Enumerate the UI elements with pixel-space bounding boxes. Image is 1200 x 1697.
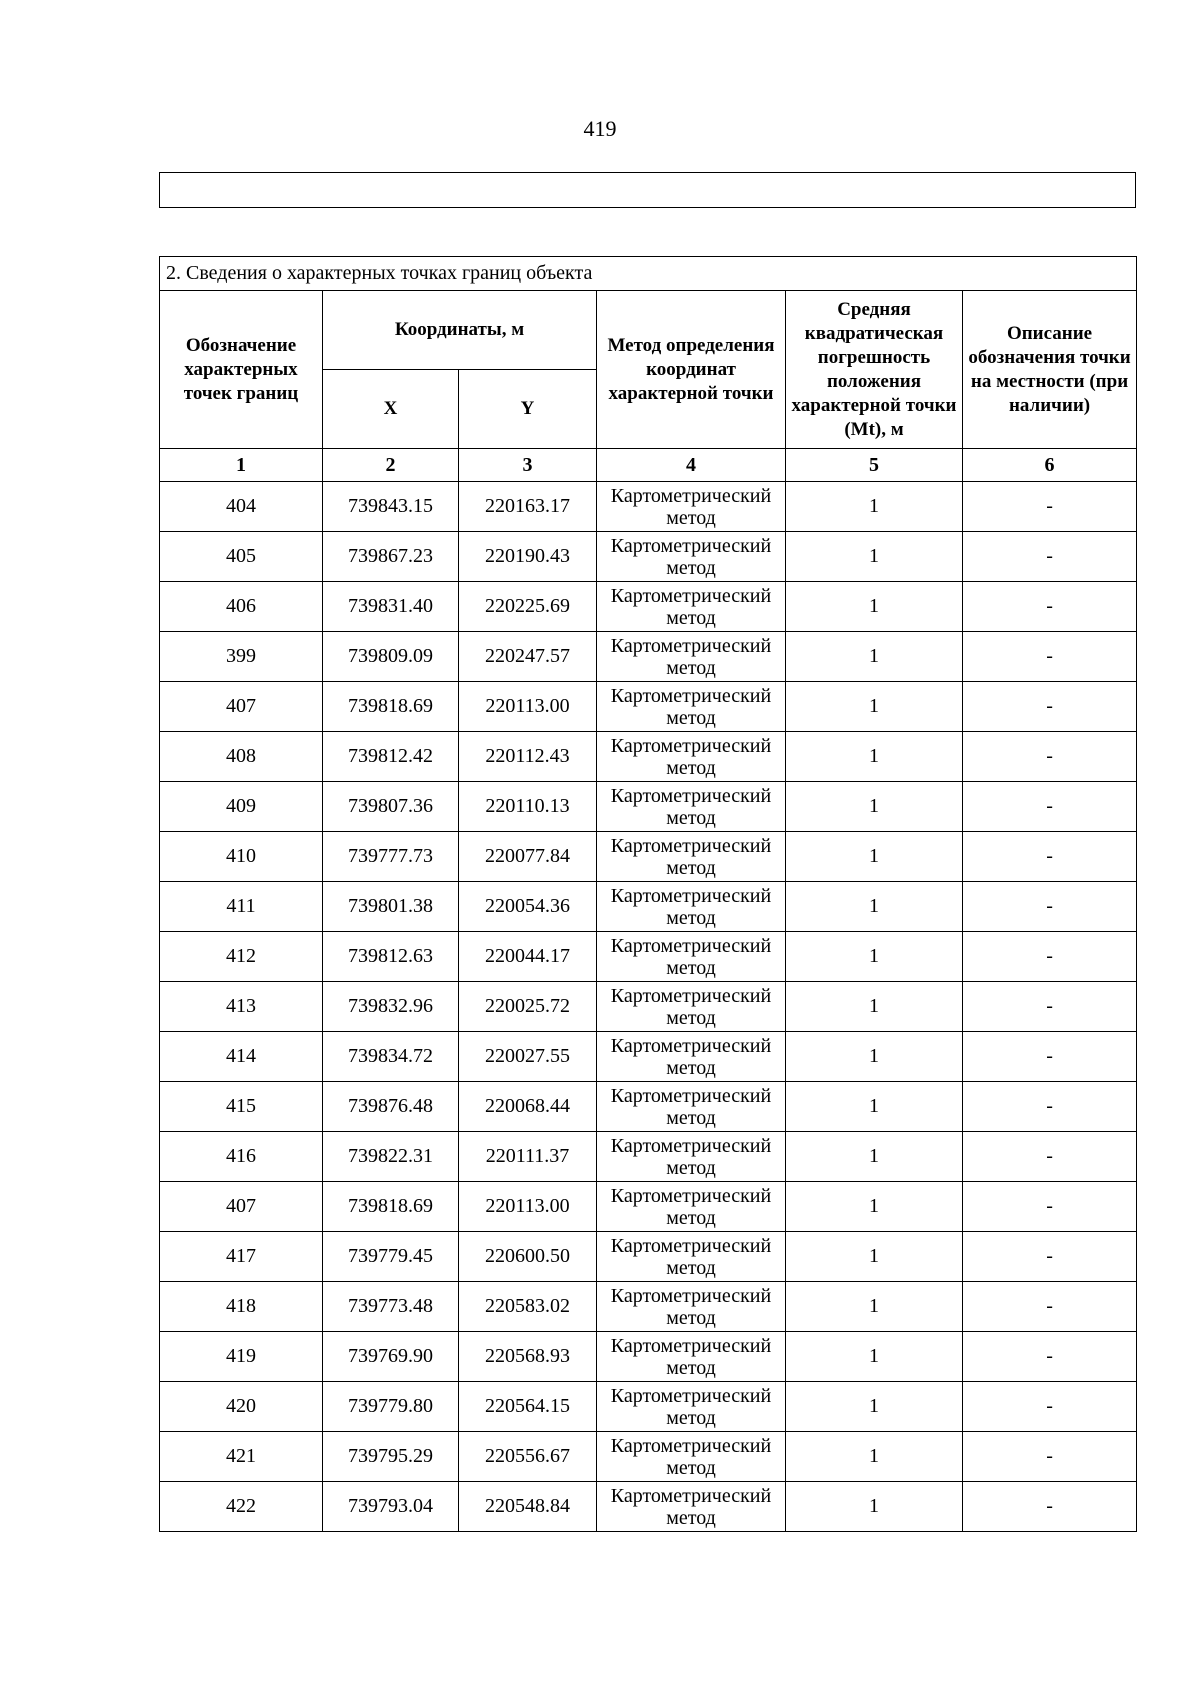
cell-error: 1 [786, 1082, 963, 1132]
table-row [160, 982, 1137, 1032]
cell-x: 739843.15 [323, 482, 459, 532]
cell-y: 220583.02 [459, 1282, 597, 1332]
table-row [160, 632, 1137, 682]
cell-point: 420 [160, 1382, 323, 1432]
cell-point: 408 [160, 732, 323, 782]
column-number: 4 [597, 449, 786, 482]
cell-description: - [963, 982, 1137, 1032]
cell-description: - [963, 732, 1137, 782]
cell-description: - [963, 832, 1137, 882]
cell-y: 220054.36 [459, 882, 597, 932]
cell-y: 220113.00 [459, 1182, 597, 1232]
cell-error: 1 [786, 1332, 963, 1382]
cell-method: Картометрический метод [597, 1332, 786, 1382]
cell-method: Картометрический метод [597, 532, 786, 582]
cell-x: 739812.42 [323, 732, 459, 782]
cell-method: Картометрический метод [597, 1232, 786, 1282]
cell-error: 1 [786, 1032, 963, 1082]
cell-error: 1 [786, 832, 963, 882]
cell-point: 419 [160, 1332, 323, 1382]
column-number: 3 [459, 449, 597, 482]
cell-error: 1 [786, 582, 963, 632]
cell-point: 405 [160, 532, 323, 582]
cell-x: 739801.38 [323, 882, 459, 932]
cell-x: 739779.80 [323, 1382, 459, 1432]
cell-error: 1 [786, 1432, 963, 1482]
table-row [160, 1082, 1137, 1132]
cell-y: 220111.37 [459, 1132, 597, 1182]
cell-point: 412 [160, 932, 323, 982]
column-number-row [160, 449, 1137, 482]
cell-x: 739818.69 [323, 1182, 459, 1232]
cell-description: - [963, 1482, 1137, 1532]
cell-y: 220564.15 [459, 1382, 597, 1432]
table-row [160, 832, 1137, 882]
table-row [160, 732, 1137, 782]
cell-x: 739831.40 [323, 582, 459, 632]
cell-description: - [963, 532, 1137, 582]
cell-description: - [963, 1282, 1137, 1332]
cell-method: Картометрический метод [597, 782, 786, 832]
cell-method: Картометрический метод [597, 1132, 786, 1182]
header-y: Y [459, 370, 597, 449]
cell-y: 220568.93 [459, 1332, 597, 1382]
cell-error: 1 [786, 532, 963, 582]
table-row [160, 782, 1137, 832]
cell-y: 220027.55 [459, 1032, 597, 1082]
cell-description: - [963, 1082, 1137, 1132]
cell-method: Картометрический метод [597, 1482, 786, 1532]
cell-y: 220113.00 [459, 682, 597, 732]
header-row-1 [160, 291, 1137, 370]
cell-method: Картометрический метод [597, 1082, 786, 1132]
cell-method: Картометрический метод [597, 682, 786, 732]
cell-x: 739867.23 [323, 532, 459, 582]
cell-y: 220247.57 [459, 632, 597, 682]
cell-point: 414 [160, 1032, 323, 1082]
cell-point: 421 [160, 1432, 323, 1482]
table-row [160, 1282, 1137, 1332]
cell-error: 1 [786, 882, 963, 932]
cell-method: Картометрический метод [597, 1282, 786, 1332]
cell-description: - [963, 582, 1137, 632]
cell-point: 417 [160, 1232, 323, 1282]
page-number: 419 [583, 116, 617, 141]
cell-method: Картометрический метод [597, 1182, 786, 1232]
column-number: 5 [786, 449, 963, 482]
cell-point: 422 [160, 1482, 323, 1532]
cell-x: 739832.96 [323, 982, 459, 1032]
cell-method: Картометрический метод [597, 832, 786, 882]
cell-error: 1 [786, 1132, 963, 1182]
cell-description: - [963, 1332, 1137, 1382]
cell-y: 220163.17 [459, 482, 597, 532]
cell-point: 410 [160, 832, 323, 882]
cell-method: Картометрический метод [597, 932, 786, 982]
cell-description: - [963, 482, 1137, 532]
cell-point: 404 [160, 482, 323, 532]
cell-y: 220548.84 [459, 1482, 597, 1532]
cell-error: 1 [786, 1382, 963, 1432]
header-mean-error: Средняя квадратическая погрешность положения характерной точки (Mt), м [786, 291, 963, 449]
cell-point: 411 [160, 882, 323, 932]
cell-description: - [963, 632, 1137, 682]
table-row [160, 1482, 1137, 1532]
column-number: 6 [963, 449, 1137, 482]
table-row [160, 582, 1137, 632]
header-point-designation: Обозначение характерных точек границ [160, 291, 323, 449]
table-row [160, 1132, 1137, 1182]
cell-x: 739777.73 [323, 832, 459, 882]
cell-y: 220112.43 [459, 732, 597, 782]
cell-method: Картометрический метод [597, 632, 786, 682]
cell-method: Картометрический метод [597, 582, 786, 632]
table-row [160, 532, 1137, 582]
cell-x: 739818.69 [323, 682, 459, 732]
header-coordinates: Координаты, м [323, 291, 597, 370]
cell-description: - [963, 1232, 1137, 1282]
cell-description: - [963, 882, 1137, 932]
column-number: 2 [323, 449, 459, 482]
column-number: 1 [160, 449, 323, 482]
cell-point: 399 [160, 632, 323, 682]
cell-point: 409 [160, 782, 323, 832]
table-row [160, 1032, 1137, 1082]
cell-description: - [963, 682, 1137, 732]
cell-point: 413 [160, 982, 323, 1032]
table-row [160, 882, 1137, 932]
cell-x: 739769.90 [323, 1332, 459, 1382]
cell-error: 1 [786, 982, 963, 1032]
section-title-row [160, 257, 1137, 291]
cell-error: 1 [786, 932, 963, 982]
cell-y: 220025.72 [459, 982, 597, 1032]
cell-method: Картометрический метод [597, 1382, 786, 1432]
cell-y: 220110.13 [459, 782, 597, 832]
cell-point: 406 [160, 582, 323, 632]
cell-description: - [963, 1032, 1137, 1082]
cell-x: 739812.63 [323, 932, 459, 982]
cell-description: - [963, 932, 1137, 982]
boundary-points-table [159, 256, 1137, 1532]
cell-error: 1 [786, 682, 963, 732]
cell-point: 418 [160, 1282, 323, 1332]
cell-y: 220044.17 [459, 932, 597, 982]
cell-x: 739779.45 [323, 1232, 459, 1282]
cell-error: 1 [786, 632, 963, 682]
cell-description: - [963, 782, 1137, 832]
header-x: X [323, 370, 459, 449]
cell-x: 739834.72 [323, 1032, 459, 1082]
cell-x: 739793.04 [323, 1482, 459, 1532]
cell-description: - [963, 1382, 1137, 1432]
cell-error: 1 [786, 1282, 963, 1332]
cell-y: 220190.43 [459, 532, 597, 582]
table-row [160, 1332, 1137, 1382]
table-row [160, 682, 1137, 732]
cell-point: 416 [160, 1132, 323, 1182]
cell-error: 1 [786, 732, 963, 782]
cell-point: 407 [160, 1182, 323, 1232]
cell-error: 1 [786, 782, 963, 832]
cell-x: 739876.48 [323, 1082, 459, 1132]
table-row [160, 932, 1137, 982]
cell-description: - [963, 1432, 1137, 1482]
cell-point: 415 [160, 1082, 323, 1132]
cell-x: 739809.09 [323, 632, 459, 682]
table-row [160, 1382, 1137, 1432]
table-row [160, 1232, 1137, 1282]
cell-x: 739773.48 [323, 1282, 459, 1332]
cell-method: Картометрический метод [597, 732, 786, 782]
cell-x: 739822.31 [323, 1132, 459, 1182]
cell-point: 407 [160, 682, 323, 732]
cell-error: 1 [786, 1182, 963, 1232]
empty-header-box [159, 172, 1136, 208]
cell-y: 220225.69 [459, 582, 597, 632]
table-row [160, 1432, 1137, 1482]
table-row [160, 1182, 1137, 1232]
table-row [160, 482, 1137, 532]
header-description: Описание обозначения точки на местности (при наличии) [963, 291, 1137, 449]
cell-y: 220077.84 [459, 832, 597, 882]
cell-error: 1 [786, 1482, 963, 1532]
cell-x: 739807.36 [323, 782, 459, 832]
cell-error: 1 [786, 482, 963, 532]
cell-y: 220600.50 [459, 1232, 597, 1282]
cell-method: Картометрический метод [597, 982, 786, 1032]
cell-description: - [963, 1132, 1137, 1182]
header-method: Метод определения координат характерной точки [597, 291, 786, 449]
cell-description: - [963, 1182, 1137, 1232]
cell-error: 1 [786, 1232, 963, 1282]
cell-method: Картометрический метод [597, 1032, 786, 1082]
cell-x: 739795.29 [323, 1432, 459, 1482]
cell-method: Картометрический метод [597, 482, 786, 532]
section-title: 2. Сведения о характерных точках границ объекта [160, 257, 1137, 291]
cell-method: Картометрический метод [597, 882, 786, 932]
cell-y: 220068.44 [459, 1082, 597, 1132]
cell-method: Картометрический метод [597, 1432, 786, 1482]
cell-y: 220556.67 [459, 1432, 597, 1482]
